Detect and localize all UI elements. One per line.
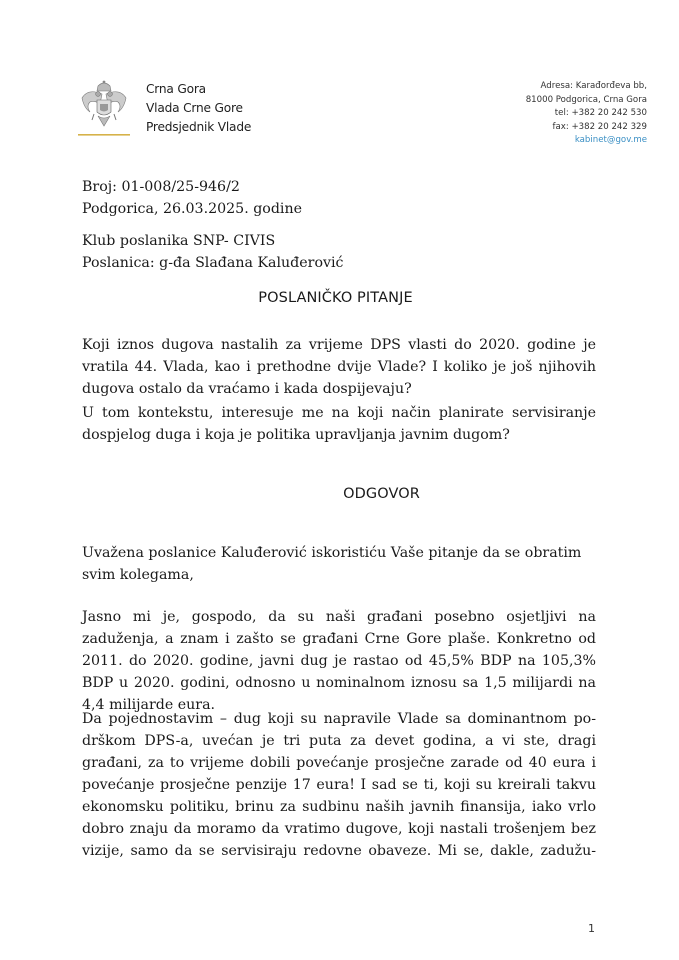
answer-paragraph-2: [82, 708, 596, 862]
answer-salutation: [82, 542, 596, 586]
text-line: U tom kontekstu, interesuje me na koji način planirate servisiranje: [82, 405, 596, 421]
text-line: 4,4 milijarde eura.: [82, 697, 216, 713]
text-line: Uvažena poslanice Kaluđerović iskoristiću Vaše pitanje da se obratim: [82, 545, 582, 561]
question-paragraph-1: [82, 334, 596, 400]
answer-paragraph-1: [82, 606, 596, 716]
issuer-block: [146, 80, 251, 137]
text-line: Koji iznos dugova nastalih za vrijeme DPS vlasti do 2020. godine je: [82, 337, 596, 353]
text-line: dugova ostalo da vraćamo i kada dospijevaju?: [82, 381, 412, 397]
email-link[interactable]: kabinet@gov.me: [574, 135, 647, 145]
fax-number: fax: +382 20 242 329: [552, 121, 647, 132]
text-line: zaduženja, a znam i zašto se građani Crne Gore plaše. Konkretno od: [82, 631, 596, 647]
place-and-date: Podgorica, 26.03.2025. godine: [82, 201, 302, 217]
text-line: 2011. do 2020. godine, javni dug je rastao od 45,5% BDP na 105,3%: [82, 653, 596, 669]
recipient-block: [82, 230, 343, 274]
text-line: povećanje prosječne penzije 17 eura! I sad se ti, koji su kreirali takvu: [82, 777, 596, 793]
document-reference: [82, 176, 302, 220]
address-line-2: 81000 Podgorica, Crna Gora: [525, 94, 647, 105]
text-line: vizije, samo da se servisiraju redovne obaveze. Mi se, dakle, zadužu-: [82, 843, 596, 859]
text-line: dospjelog duga i koja je politika upravljanja javnim dugom?: [82, 427, 510, 443]
address-line-1: Adresa: Karađorđeva bb,: [540, 81, 647, 91]
recipient-club: Klub poslanika SNP- CIVIS: [82, 233, 276, 249]
reference-number: Broj: 01-008/25-946/2: [82, 179, 240, 195]
org-country: Crna Gora: [146, 82, 206, 96]
page-number: 1: [588, 922, 595, 935]
org-government: Vlada Crne Gore: [146, 101, 243, 115]
text-line: dobro znaju da moramo da vratimo dugove, koji nastali trošenjem bez: [82, 821, 596, 837]
text-line: Da pojednostavim – dug koji su napravile Vlade sa dominantnom po-: [82, 711, 596, 727]
text-line: ekonomsku politiku, brinu za sudbinu naših javnih finansija, iako vrlo: [82, 799, 596, 815]
coat-of-arms-icon: [78, 78, 130, 138]
question-paragraph-2: [82, 402, 596, 446]
question-heading: POSLANIČKO PITANJE: [258, 290, 413, 306]
recipient-mp: Poslanica: g-đa Slađana Kaluđerović: [82, 255, 344, 271]
text-line: drškom DPS-a, uvećan je tri puta za devet godina, a vi ste, dragi: [82, 733, 596, 749]
text-line: Jasno mi je, gospodo, da su naši građani posebno osjetljivi na: [82, 609, 596, 625]
text-line: BDP u 2020. godini, odnosno u nominalnom iznosu sa 1,5 milijardi na: [82, 675, 596, 691]
contact-block: [526, 80, 647, 148]
phone-number: tel: +382 20 242 530: [554, 108, 647, 118]
org-office: Predsjednik Vlade: [146, 120, 252, 134]
answer-heading: ODGOVOR: [343, 486, 420, 502]
text-line: građani, za to vrijeme dobili povećanje prosječne zarade od 40 eura i: [82, 755, 596, 771]
text-line: svim kolegama,: [82, 567, 194, 583]
text-line: vratila 44. Vlada, kao i prethodne dvije Vlade? I koliko je još njihovih: [82, 359, 596, 375]
